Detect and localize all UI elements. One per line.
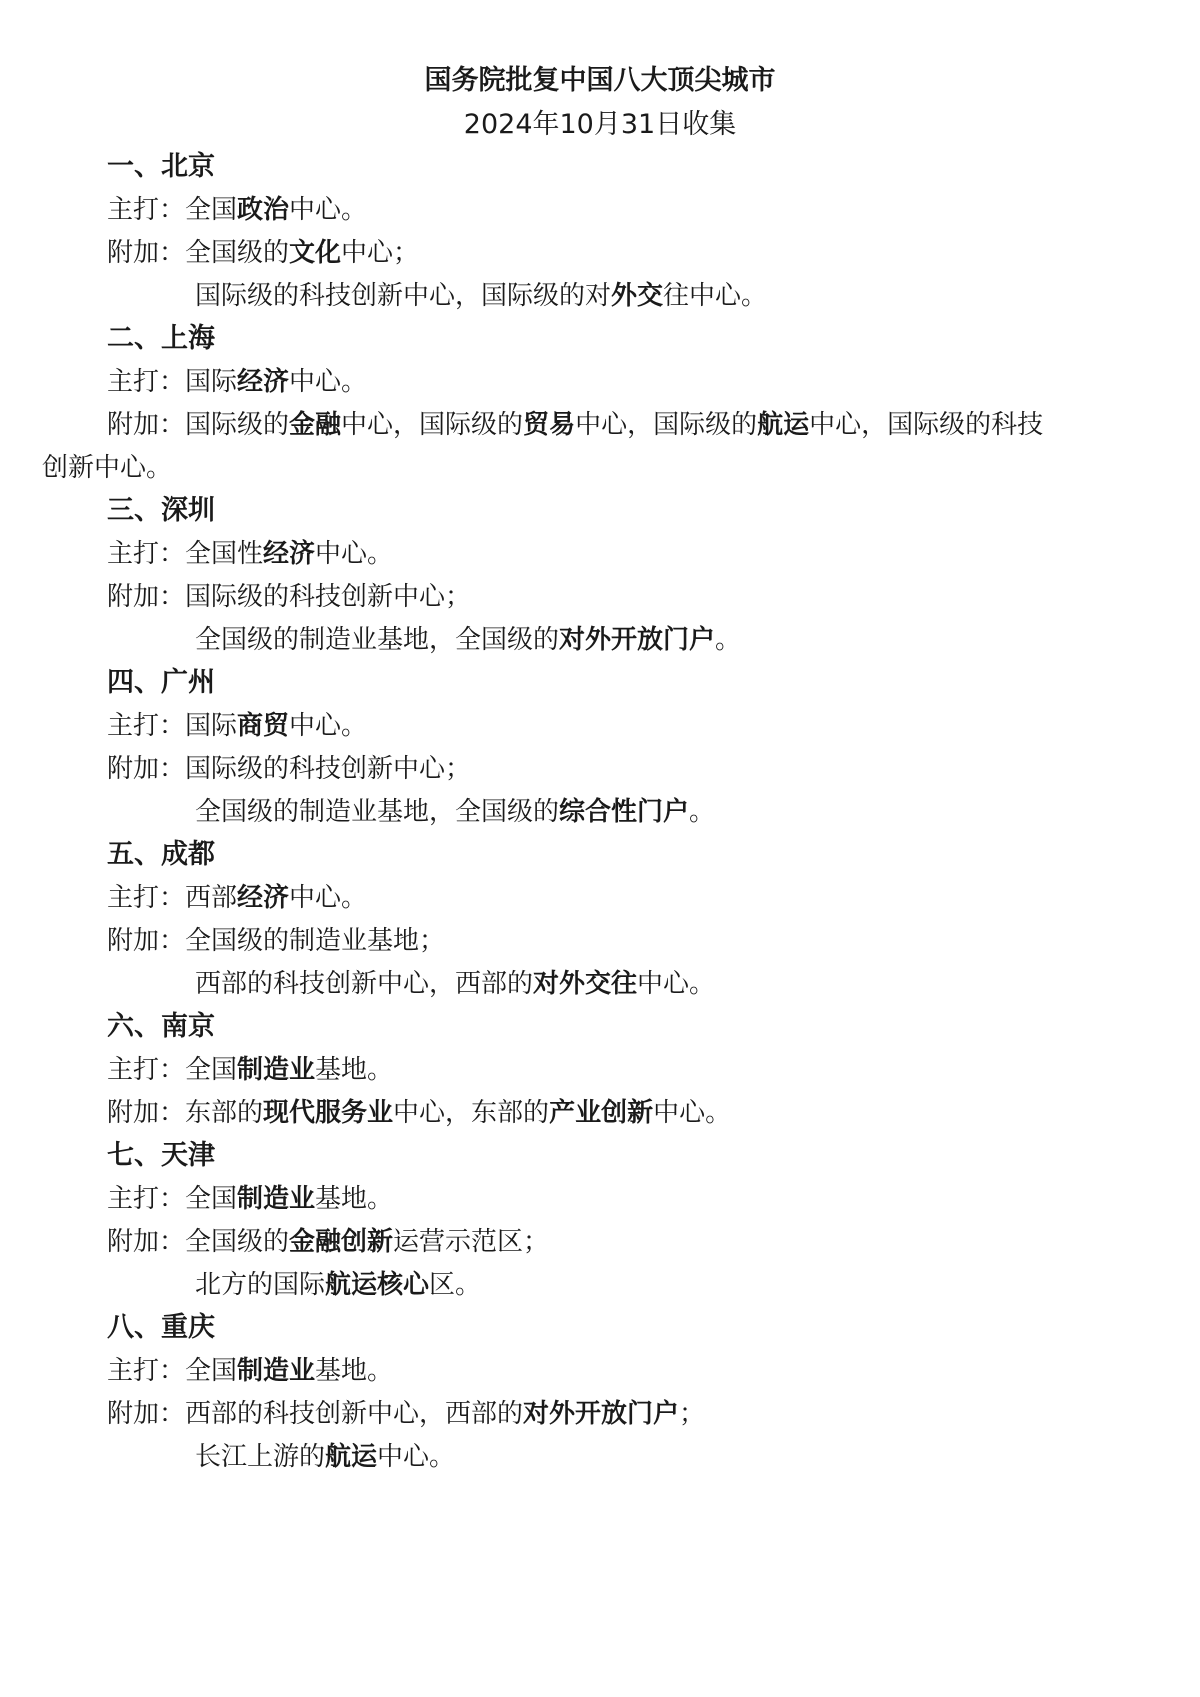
main-label: 主打：	[107, 1055, 186, 1085]
body-text: 基地。	[315, 1055, 394, 1085]
emphasis-text: 金融创新	[289, 1227, 394, 1257]
body-text: 中心。	[653, 1098, 732, 1128]
body-text: 中心；	[341, 238, 420, 268]
city-heading: 七、天津	[107, 1140, 215, 1171]
additional-role-line	[107, 1397, 705, 1431]
emphasis-text: 航运核心	[325, 1270, 430, 1300]
emphasis-text: 航运	[757, 410, 810, 440]
body-text: 中心。	[637, 969, 716, 999]
body-text: 全国级的制造业基地，全国级的	[195, 797, 560, 827]
additional-role-continuation	[195, 967, 715, 1001]
emphasis-text: 外交	[611, 281, 664, 311]
city-heading: 八、重庆	[107, 1312, 215, 1343]
body-text: 基地。	[315, 1184, 394, 1214]
body-text: 东部的	[185, 1098, 264, 1128]
main-role-line	[107, 365, 367, 399]
body-text: 中心。	[289, 711, 368, 741]
additional-role-continuation	[195, 1268, 481, 1302]
main-label: 主打：	[107, 1184, 186, 1214]
add-label: 附加：	[107, 410, 186, 440]
emphasis-text: 航运	[325, 1442, 378, 1472]
city-heading: 一、北京	[107, 151, 215, 182]
body-text: 国际级的	[185, 410, 290, 440]
body-text: 国际	[185, 367, 238, 397]
additional-role-wrap: 创新中心。	[42, 453, 173, 483]
main-label: 主打：	[107, 711, 186, 741]
body-text: 。	[715, 625, 742, 655]
add-label: 附加：	[107, 582, 186, 612]
body-text: 西部	[185, 883, 238, 913]
body-text: 中心。	[289, 367, 368, 397]
body-text: 国际级的科技创新中心；	[185, 754, 472, 784]
main-role-line	[107, 709, 367, 743]
body-text: 长江上游的	[195, 1442, 326, 1472]
body-text: 运营示范区；	[393, 1227, 550, 1257]
city-heading: 二、上海	[107, 323, 215, 354]
city-heading: 四、广州	[107, 667, 215, 698]
main-label: 主打：	[107, 195, 186, 225]
body-text: 中心，东部的	[393, 1098, 550, 1128]
body-text: 全国	[185, 1356, 238, 1386]
additional-role-continuation	[195, 795, 715, 829]
document-title: 国务院批复中国八大顶尖城市	[424, 65, 776, 96]
additional-role-line	[107, 752, 471, 786]
add-label: 附加：	[107, 926, 186, 956]
main-role-line	[107, 1182, 393, 1216]
body-text: 北方的国际	[195, 1270, 326, 1300]
emphasis-text: 现代服务业	[263, 1098, 394, 1128]
additional-role-line	[107, 236, 419, 270]
emphasis-text: 制造业	[237, 1184, 316, 1214]
body-text: 中心。	[289, 883, 368, 913]
body-text: 中心。	[315, 539, 394, 569]
additional-role-continuation	[195, 279, 767, 313]
city-heading: 六、南京	[107, 1011, 215, 1042]
emphasis-text: 经济	[263, 539, 316, 569]
document-date: 2024年10月31日收集	[463, 109, 737, 140]
body-text: 国际级的科技创新中心，国际级的对	[195, 281, 612, 311]
main-role-line	[107, 193, 367, 227]
additional-role-line	[107, 924, 445, 958]
add-label: 附加：	[107, 1227, 186, 1257]
emphasis-text: 金融	[289, 410, 342, 440]
emphasis-text: 对外开放门户	[523, 1399, 680, 1429]
main-label: 主打：	[107, 367, 186, 397]
main-label: 主打：	[107, 539, 186, 569]
emphasis-text: 经济	[237, 883, 290, 913]
body-text: 全国	[185, 195, 238, 225]
main-role-line	[107, 881, 367, 915]
body-text: 中心，国际级的科技	[809, 410, 1044, 440]
body-text: 全国性	[185, 539, 264, 569]
body-text: 全国级的制造业基地；	[185, 926, 446, 956]
body-text: 中心。	[289, 195, 368, 225]
body-text: 基地。	[315, 1356, 394, 1386]
add-label: 附加：	[107, 1399, 186, 1429]
body-text: 全国级的	[185, 1227, 290, 1257]
emphasis-text: 制造业	[237, 1356, 316, 1386]
emphasis-text: 产业创新	[549, 1098, 654, 1128]
body-text: 全国级的	[185, 238, 290, 268]
add-label: 附加：	[107, 1098, 186, 1128]
body-text: 中心。	[377, 1442, 456, 1472]
main-role-line	[107, 1053, 393, 1087]
city-heading: 三、深圳	[107, 495, 215, 526]
main-role-line	[107, 537, 393, 571]
body-text: 往中心。	[663, 281, 768, 311]
add-label: 附加：	[107, 238, 186, 268]
additional-role-line	[107, 1225, 549, 1259]
additional-role-continuation	[195, 623, 741, 657]
additional-role-line	[107, 1096, 731, 1130]
add-label: 附加：	[107, 754, 186, 784]
body-text: 中心，国际级的	[575, 410, 758, 440]
additional-role-continuation	[195, 1440, 455, 1474]
body-text: ；	[679, 1399, 706, 1429]
emphasis-text: 经济	[237, 367, 290, 397]
body-text: 。	[689, 797, 716, 827]
main-label: 主打：	[107, 883, 186, 913]
body-text: 中心，国际级的	[341, 410, 524, 440]
body-text: 国际	[185, 711, 238, 741]
body-text: 区。	[429, 1270, 482, 1300]
body-text: 全国	[185, 1055, 238, 1085]
body-text: 全国级的制造业基地，全国级的	[195, 625, 560, 655]
emphasis-text: 文化	[289, 238, 342, 268]
emphasis-text: 制造业	[237, 1055, 316, 1085]
emphasis-text: 商贸	[237, 711, 290, 741]
emphasis-text: 对外交往	[533, 969, 638, 999]
additional-role-line	[107, 408, 1043, 442]
body-text: 全国	[185, 1184, 238, 1214]
main-label: 主打：	[107, 1356, 186, 1386]
main-role-line	[107, 1354, 393, 1388]
body-text: 西部的科技创新中心，西部的	[195, 969, 534, 999]
body-text: 西部的科技创新中心，西部的	[185, 1399, 524, 1429]
emphasis-text: 对外开放门户	[559, 625, 716, 655]
body-text: 国际级的科技创新中心；	[185, 582, 472, 612]
additional-role-line	[107, 580, 471, 614]
emphasis-text: 政治	[237, 195, 290, 225]
city-heading: 五、成都	[107, 839, 215, 870]
emphasis-text: 贸易	[523, 410, 576, 440]
emphasis-text: 综合性门户	[559, 797, 690, 827]
